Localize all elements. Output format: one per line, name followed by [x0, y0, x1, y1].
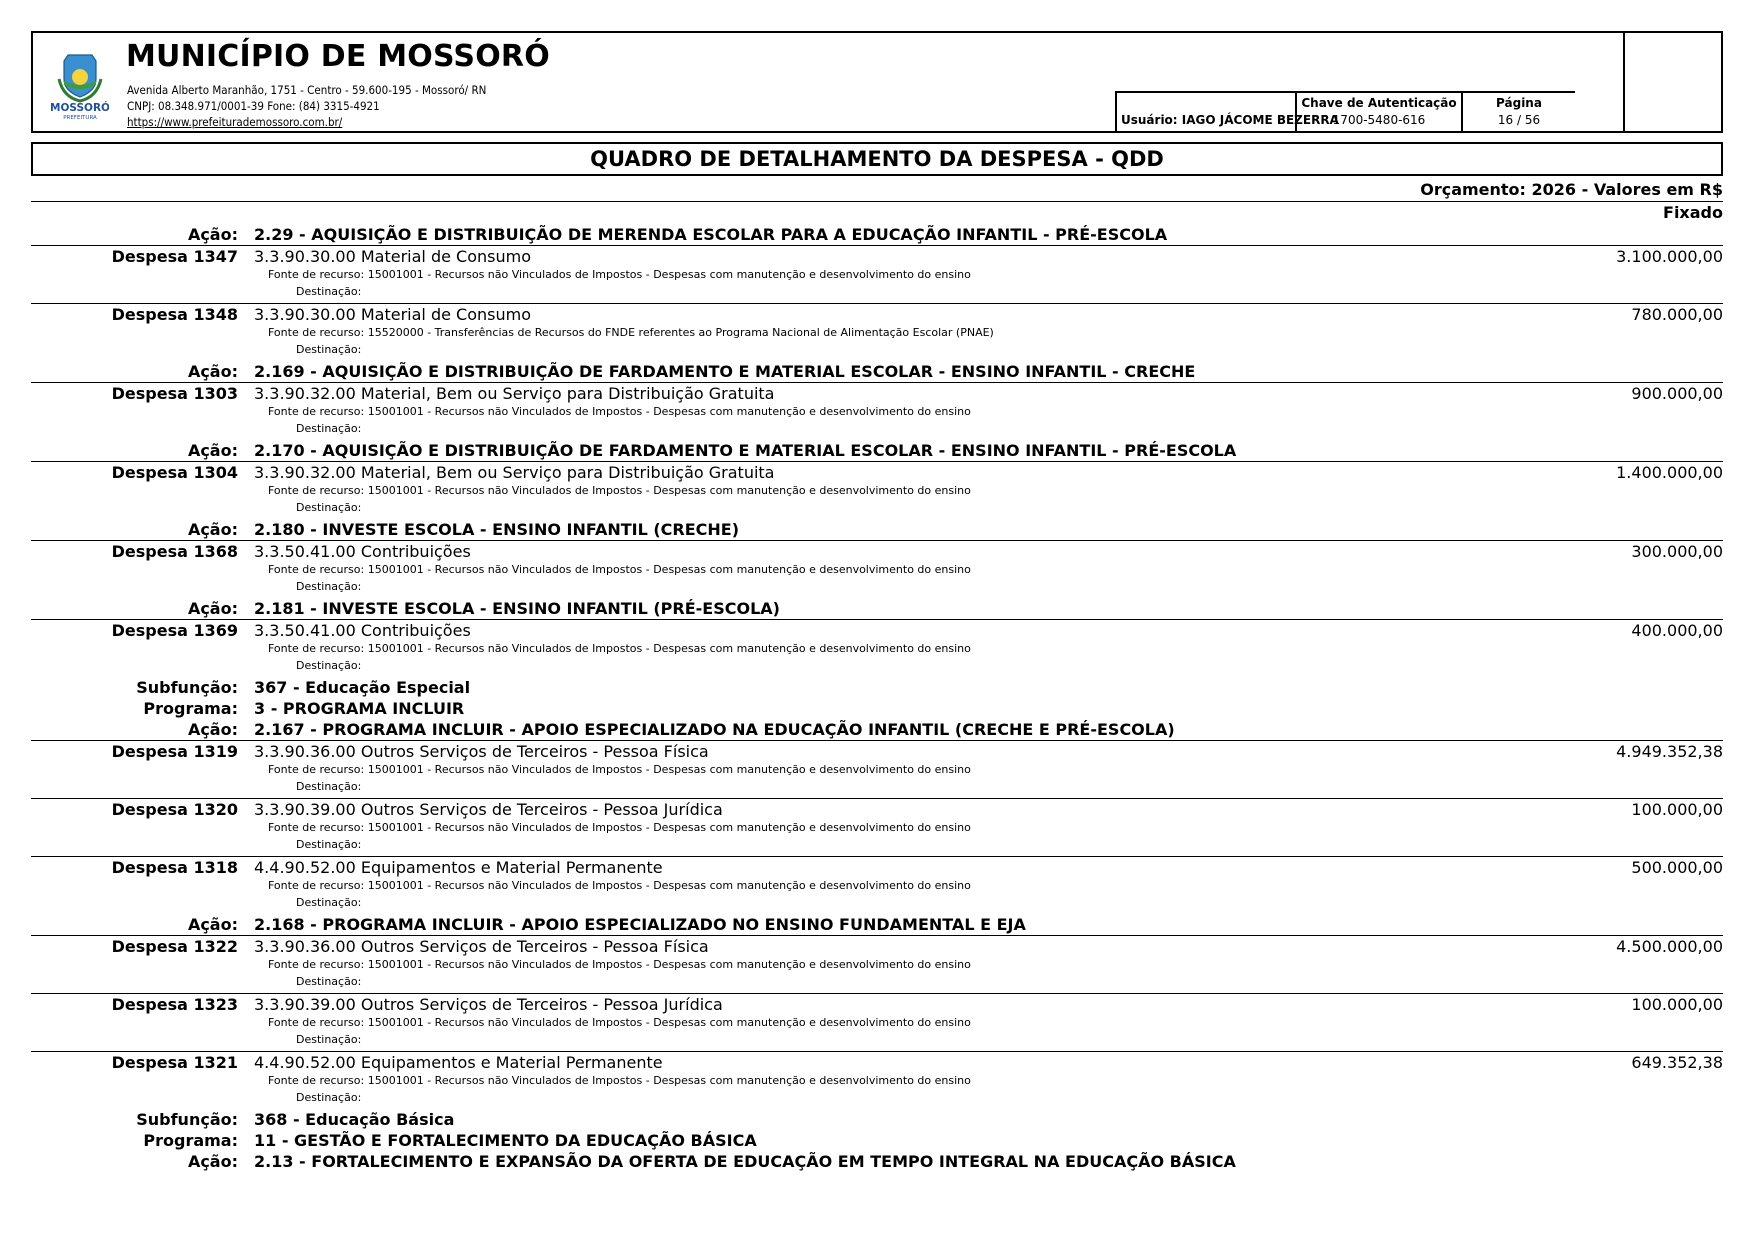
expense-row [31, 382, 1723, 440]
report-page [31, 31, 1723, 1172]
expense-row [31, 935, 1723, 993]
expense-id: Despesa 1320 [111, 800, 238, 819]
expense-id: Despesa 1348 [111, 305, 238, 324]
section-label: Ação: [187, 520, 238, 539]
expense-list [31, 224, 1723, 1172]
expense-value: 4.949.352,38 [1616, 742, 1723, 761]
section-row [31, 719, 1723, 740]
section-label: Ação: [187, 441, 238, 460]
expense-value: 1.400.000,00 [1616, 463, 1723, 482]
expense-description: 3.3.50.41.00 Contribuições [254, 621, 471, 640]
destination-label: Destinação: [296, 975, 362, 988]
section-label: Ação: [187, 599, 238, 618]
destination-label: Destinação: [296, 1033, 362, 1046]
section-label: Ação: [187, 225, 238, 244]
section-row [31, 1109, 1723, 1130]
expense-value: 500.000,00 [1631, 858, 1723, 877]
section-row [31, 361, 1723, 382]
expense-description: 3.3.90.36.00 Outros Serviços de Terceiros - Pessoa Física [254, 937, 709, 956]
expense-value: 400.000,00 [1631, 621, 1723, 640]
section-row [31, 224, 1723, 245]
section-label: Ação: [187, 1152, 238, 1171]
destination-label: Destinação: [296, 659, 362, 672]
expense-description: 3.3.50.41.00 Contribuições [254, 542, 471, 561]
page-label: Página [1496, 96, 1542, 110]
destination-label: Destinação: [296, 285, 362, 298]
funding-source: Fonte de recurso: 15001001 - Recursos não Vinculados de Impostos - Despesas com manutenção e desenvolvimento do ensino [268, 879, 971, 892]
municipal-logo [51, 51, 109, 121]
funding-source: Fonte de recurso: 15001001 - Recursos não Vinculados de Impostos - Despesas com manutenção e desenvolvimento do ensino [268, 1074, 971, 1087]
expense-value: 900.000,00 [1631, 384, 1723, 403]
destination-label: Destinação: [296, 501, 362, 514]
auth-key-label: Chave de Autenticação [1301, 96, 1457, 110]
expense-row [31, 993, 1723, 1051]
section-label: Programa: [143, 699, 238, 718]
section-row [31, 440, 1723, 461]
destination-label: Destinação: [296, 896, 362, 909]
destination-label: Destinação: [296, 1091, 362, 1104]
funding-source: Fonte de recurso: 15001001 - Recursos não Vinculados de Impostos - Despesas com manutenção e desenvolvimento do ensino [268, 563, 971, 576]
section-row [31, 519, 1723, 540]
expense-description: 3.3.90.32.00 Material, Bem ou Serviço para Distribuição Gratuita [254, 463, 775, 482]
expense-value: 300.000,00 [1631, 542, 1723, 561]
section-label: Subfunção: [136, 1110, 238, 1129]
svg-text:MOSSORÓ: MOSSORÓ [51, 102, 109, 114]
address: Avenida Alberto Maranhão, 1751 - Centro - 59.600-195 - Mossoró/ RN [127, 83, 487, 97]
expense-row [31, 856, 1723, 914]
expense-description: 4.4.90.52.00 Equipamentos e Material Permanente [254, 1053, 663, 1072]
section-row [31, 598, 1723, 619]
expense-description: 3.3.90.39.00 Outros Serviços de Terceiros - Pessoa Jurídica [254, 800, 723, 819]
funding-source: Fonte de recurso: 15520000 - Transferências de Recursos do FNDE referentes ao Programa Nacional de Alimentação Escolar (PNAE) [268, 326, 994, 339]
expense-value: 780.000,00 [1631, 305, 1723, 324]
expense-id: Despesa 1347 [111, 247, 238, 266]
expense-id: Despesa 1369 [111, 621, 238, 640]
expense-row [31, 740, 1723, 798]
expense-row [31, 540, 1723, 598]
expense-row [31, 245, 1723, 303]
section-row [31, 1130, 1723, 1151]
expense-id: Despesa 1303 [111, 384, 238, 403]
expense-description: 3.3.90.36.00 Outros Serviços de Terceiros - Pessoa Física [254, 742, 709, 761]
funding-source: Fonte de recurso: 15001001 - Recursos não Vinculados de Impostos - Despesas com manutenção e desenvolvimento do ensino [268, 821, 971, 834]
funding-source: Fonte de recurso: 15001001 - Recursos não Vinculados de Impostos - Despesas com manutenção e desenvolvimento do ensino [268, 763, 971, 776]
expense-description: 4.4.90.52.00 Equipamentos e Material Permanente [254, 858, 663, 877]
page-box [1461, 91, 1575, 131]
funding-source: Fonte de recurso: 15001001 - Recursos não Vinculados de Impostos - Despesas com manutenção e desenvolvimento do ensino [268, 958, 971, 971]
section-label: Ação: [187, 915, 238, 934]
expense-row [31, 303, 1723, 361]
section-text: 368 - Educação Básica [254, 1110, 455, 1129]
section-text: 2.29 - AQUISIÇÃO E DISTRIBUIÇÃO DE MERENDA ESCOLAR PARA A EDUCAÇÃO INFANTIL - PRÉ-ESCOLA [254, 225, 1168, 244]
funding-source: Fonte de recurso: 15001001 - Recursos não Vinculados de Impostos - Despesas com manutenção e desenvolvimento do ensino [268, 484, 971, 497]
section-row [31, 1151, 1723, 1172]
column-header-fixado: Fixado [1663, 203, 1723, 222]
destination-label: Destinação: [296, 422, 362, 435]
expense-id: Despesa 1368 [111, 542, 238, 561]
funding-source: Fonte de recurso: 15001001 - Recursos não Vinculados de Impostos - Despesas com manutenção e desenvolvimento do ensino [268, 1016, 971, 1029]
expense-description: 3.3.90.32.00 Material, Bem ou Serviço para Distribuição Gratuita [254, 384, 775, 403]
section-row [31, 698, 1723, 719]
report-header [31, 31, 1723, 133]
page-number: 16 / 56 [1497, 113, 1541, 127]
destination-label: Destinação: [296, 780, 362, 793]
expense-id: Despesa 1304 [111, 463, 238, 482]
section-label: Programa: [143, 1131, 238, 1150]
section-text: 2.13 - FORTALECIMENTO E EXPANSÃO DA OFERTA DE EDUCAÇÃO EM TEMPO INTEGRAL NA EDUCAÇÃO BÁSICA [254, 1152, 1236, 1171]
section-text: 2.181 - INVESTE ESCOLA - ENSINO INFANTIL (PRÉ-ESCOLA) [254, 599, 780, 618]
coat-of-arms-icon [51, 51, 109, 121]
section-row [31, 677, 1723, 698]
destination-label: Destinação: [296, 580, 362, 593]
expense-description: 3.3.90.30.00 Material de Consumo [254, 305, 531, 324]
section-text: 2.167 - PROGRAMA INCLUIR - APOIO ESPECIALIZADO NA EDUCAÇÃO INFANTIL (CRECHE E PRÉ-ESCOLA) [254, 720, 1175, 739]
auth-key-value: 1700-5480-616 [1332, 113, 1426, 127]
section-text: 2.180 - INVESTE ESCOLA - ENSINO INFANTIL (CRECHE) [254, 520, 740, 539]
expense-id: Despesa 1318 [111, 858, 238, 877]
svg-text:PREFEITURA: PREFEITURA [63, 115, 97, 121]
auth-key-box [1295, 91, 1461, 131]
expense-row [31, 619, 1723, 677]
section-text: 3 - PROGRAMA INCLUIR [254, 699, 465, 718]
expense-id: Despesa 1323 [111, 995, 238, 1014]
funding-source: Fonte de recurso: 15001001 - Recursos não Vinculados de Impostos - Despesas com manutenção e desenvolvimento do ensino [268, 642, 971, 655]
blank-cell [1623, 33, 1721, 131]
expense-value: 649.352,38 [1631, 1053, 1723, 1072]
expense-description: 3.3.90.39.00 Outros Serviços de Terceiros - Pessoa Jurídica [254, 995, 723, 1014]
user-name: Usuário: IAGO JÁCOME BEZERRA [1121, 113, 1339, 127]
section-label: Ação: [187, 720, 238, 739]
expense-row [31, 1051, 1723, 1109]
website-link[interactable]: https://www.prefeiturademossoro.com.br/ [127, 115, 343, 129]
expense-row [31, 798, 1723, 856]
section-row [31, 914, 1723, 935]
expense-id: Despesa 1321 [111, 1053, 238, 1072]
expense-value: 100.000,00 [1631, 995, 1723, 1014]
user-box [1115, 91, 1339, 131]
funding-source: Fonte de recurso: 15001001 - Recursos não Vinculados de Impostos - Despesas com manutenção e desenvolvimento do ensino [268, 405, 971, 418]
destination-label: Destinação: [296, 343, 362, 356]
report-title: QUADRO DE DETALHAMENTO DA DESPESA - QDD [31, 142, 1723, 176]
expense-value: 3.100.000,00 [1616, 247, 1723, 266]
section-text: 2.168 - PROGRAMA INCLUIR - APOIO ESPECIALIZADO NO ENSINO FUNDAMENTAL E EJA [254, 915, 1026, 934]
destination-label: Destinação: [296, 838, 362, 851]
expense-value: 4.500.000,00 [1616, 937, 1723, 956]
section-text: 2.170 - AQUISIÇÃO E DISTRIBUIÇÃO DE FARDAMENTO E MATERIAL ESCOLAR - ENSINO INFANTIL - PRÉ-ESCOLA [254, 441, 1237, 460]
budget-label: Orçamento: 2026 - Valores em R$ [31, 179, 1723, 202]
expense-row [31, 461, 1723, 519]
expense-value: 100.000,00 [1631, 800, 1723, 819]
section-text: 11 - GESTÃO E FORTALECIMENTO DA EDUCAÇÃO BÁSICA [254, 1131, 757, 1150]
expense-id: Despesa 1319 [111, 742, 238, 761]
expense-id: Despesa 1322 [111, 937, 238, 956]
section-text: 2.169 - AQUISIÇÃO E DISTRIBUIÇÃO DE FARDAMENTO E MATERIAL ESCOLAR - ENSINO INFANTIL - CRECHE [254, 362, 1196, 381]
section-text: 367 - Educação Especial [254, 678, 471, 697]
section-label: Subfunção: [136, 678, 238, 697]
funding-source: Fonte de recurso: 15001001 - Recursos não Vinculados de Impostos - Despesas com manutenção e desenvolvimento do ensino [268, 268, 971, 281]
expense-description: 3.3.90.30.00 Material de Consumo [254, 247, 531, 266]
section-label: Ação: [187, 362, 238, 381]
municipality-title: MUNICÍPIO DE MOSSORÓ [126, 39, 550, 74]
contact-info: CNPJ: 08.348.971/0001-39 Fone: (84) 3315-4921 [127, 99, 380, 113]
